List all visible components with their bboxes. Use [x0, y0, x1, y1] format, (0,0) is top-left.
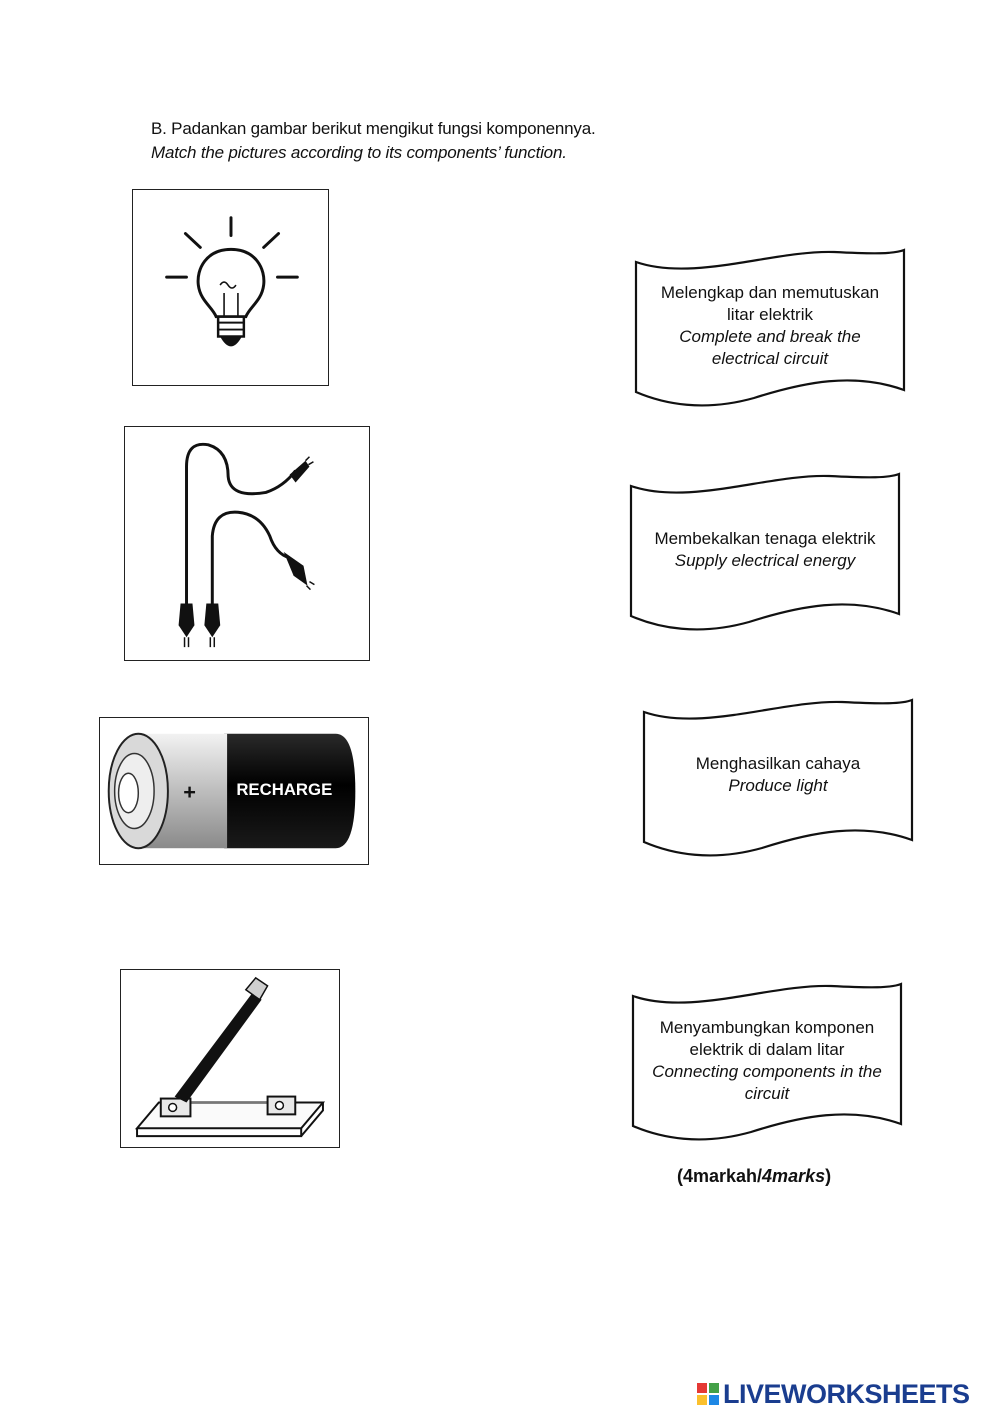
battery-icon — [100, 718, 368, 864]
connecting-wires-icon — [125, 427, 369, 660]
light-bulb-icon — [133, 190, 328, 385]
picture-battery[interactable] — [99, 717, 369, 865]
function-banner-2[interactable] — [629, 468, 901, 632]
function-text-2: Membekalkan tenaga elektrik Supply electrical energy — [654, 529, 876, 570]
picture-connecting-wires[interactable] — [124, 426, 370, 661]
liveworksheets-logo — [697, 1377, 970, 1411]
switch-icon — [121, 970, 339, 1147]
logo-blocks-icon — [697, 1383, 719, 1405]
instruction-english: Match the pictures according to its components’ function. — [151, 143, 567, 162]
function-text-4: Menyambungkan komponen elektrik di dalam litar Connecting components in the circuit — [652, 1018, 882, 1103]
marks-label: (4markah/4marks) — [677, 1166, 832, 1186]
function-text-1: Melengkap dan memutuskan litar elektrik Complete and break the electrical circuit — [660, 283, 880, 368]
battery-label: RECHARGE — [236, 779, 333, 799]
function-banner-1[interactable] — [634, 244, 906, 408]
battery-plus-sign: + — [183, 778, 196, 804]
instruction-malay: B. Padankan gambar berikut mengikut fungsi komponennya. — [151, 119, 596, 138]
logo-text: LIVEWORKSHEETS — [723, 1378, 970, 1409]
picture-switch[interactable] — [120, 969, 340, 1148]
function-text-3: Menghasilkan cahaya Produce light — [695, 754, 861, 795]
picture-light-bulb[interactable] — [132, 189, 329, 386]
function-banner-4[interactable] — [631, 978, 903, 1142]
function-banner-3[interactable] — [642, 694, 914, 858]
